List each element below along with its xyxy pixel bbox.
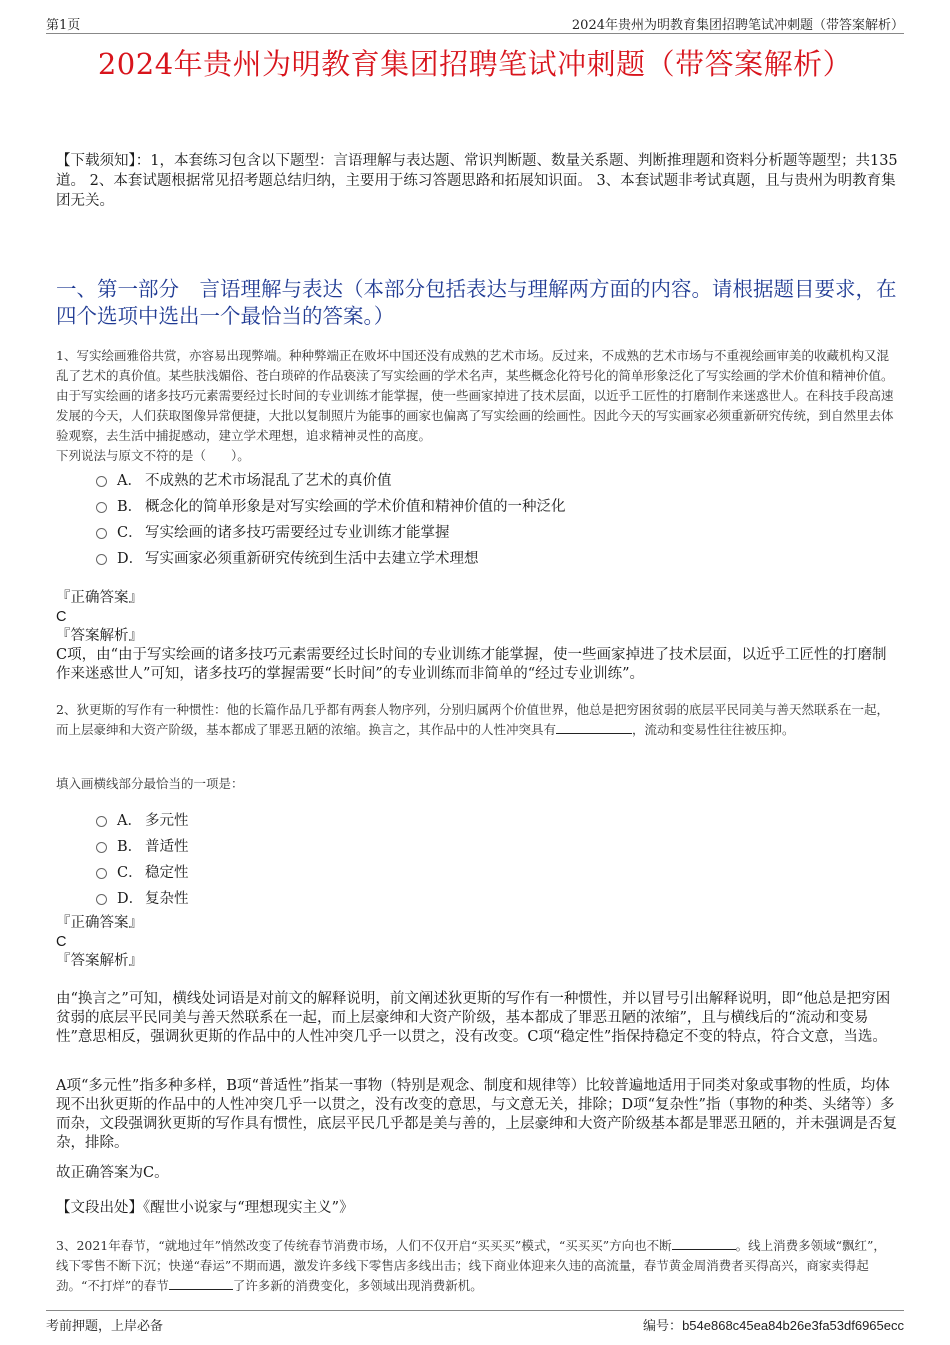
question-2-prompt: 填入画横线部分最恰当的一项是： [56,776,244,791]
question-1-options [96,466,896,570]
answer-value: C [56,609,67,625]
option-text: 不成熟的艺术市场混乱了艺术的真价值 [145,472,392,489]
radio-icon[interactable] [96,554,107,565]
option-text: 多元性 [145,812,189,829]
question-2-analysis-p2: A项“多元性”指多种多样，B项“普适性”指某一事物（特别是观念、制度和规律等）比较普遍地适用于同类对象或事物的性质，均体现不出狄更斯的作品中的人性冲突几乎一以贯之，没有改变的意思，与文意无关，排除；D项“复杂性”指（事物的种类、头绪等）多而杂，文段强调狄更斯的写作具有惯性，底层平民几乎都是美与善的，上层豪绅和大资产阶级基本都是罪恶丑陋的，并未强调是否复杂，排除。 [56,1078,897,1151]
question-2-source: 【文段出处】《醒世小说家与“理想现实主义”》 [56,1200,354,1216]
option-letter: A． [117,812,142,829]
question-2-options [96,806,896,910]
answer-value: C [56,934,67,950]
option-b[interactable] [96,492,896,518]
analysis-text: C项，由“由于写实绘画的诸多技巧元素需要经过长时间的专业训练才能掌握，使一些画家掉进了技术层面，以近乎工匠性的打磨制作来迷惑世人”可知，诸多技巧的掌握需要“长时间”的专业训练而非简单的“经过专业训练”。 [56,647,887,682]
question-2-text-b: ，流动和变易性往往被压抑。 [632,722,795,737]
option-text: 写实画家必须重新研究传统到生活中去建立学术理想 [145,550,479,567]
option-a[interactable] [96,466,896,492]
question-3-text-c: 了许多新的消费变化，多领域出现消费新机。 [232,1278,483,1293]
question-2-text-a: 2、狄更斯的写作有一种惯性：他的长篇作品几乎都有两套人物序列，分别归属两个价值世界，他总是把穷困贫弱的底层平民同美与善天然联系在一起，而上层豪绅和大资产阶级，基本都成了罪恶丑陋的浓缩。换言之，其作品中的人性冲突具有 [56,702,889,737]
footer-divider [46,1310,904,1311]
option-text: 概念化的简单形象是对写实绘画的学术价值和精神价值的一种泛化 [145,498,566,515]
question-2-analysis-p1: 由“换言之”可知，横线处词语是对前文的解释说明，前文阐述狄更斯的写作有一种惯性，并以冒号引出解释说明，即“他总是把穷困贫弱的底层平民同美与善天然联系在一起，而上层豪绅和大资产阶级，基本都成了罪恶丑陋的浓缩”，且与横线后的“流动和变易性”意思相反，强调狄更斯的作品中的人性冲突几乎一以贯之，没有改变。C项“稳定性”指保持稳定不变的特点，符合文意，当选。 [56,991,891,1045]
question-3-stem [56,1236,898,1296]
question-2-answer-block [56,914,898,971]
footer-code-value: b54e868c45ea84b26e3fa53df6965ecc [682,1318,904,1333]
header-doc-title: 2024年贵州为明教育集团招聘笔试冲刺题（带答案解析） [571,18,904,33]
option-b[interactable] [96,832,896,858]
question-1-answer-block [56,589,898,684]
radio-icon[interactable] [96,816,107,827]
footer-code [643,1315,904,1334]
fill-blank [556,721,632,734]
fill-blank [672,1237,736,1250]
page-number: 第1页 [46,18,81,33]
option-text: 稳定性 [145,864,189,881]
option-text: 写实绘画的诸多技巧需要经过专业训练才能掌握 [145,524,450,541]
radio-icon[interactable] [96,476,107,487]
radio-icon[interactable] [96,502,107,513]
footer-code-label: 编号： [643,1319,683,1334]
question-2-conclusion: 故正确答案为C。 [56,1165,169,1181]
option-letter: A． [117,472,142,489]
fill-blank [169,1277,233,1290]
option-letter: B． [117,838,143,855]
question-1-text: 1、写实绘画雅俗共赏，亦容易出现弊端。种种弊端正在败坏中国还没有成熟的艺术市场。反过来，不成熟的艺术市场与不重视绘画审美的收藏机构又混乱了艺术的真价值。某些肤浅媚俗、苍白琐碎的作品亵渎了写实绘画的学术名声，某些概念化符号化的简单形象泛化了写实绘画的学术价值和精神价值。由于写实绘画的诸多技巧元素需要经过长时间的专业训练才能掌握，使一些画家掉进了技术层面，以近乎工匠性的打磨制作来迷惑世人。在科技手段高速发展的今天，人们获取图像异常便捷，大批以复制照片为能事的画家也偏离了写实绘画的绘画性。因此今天的写实画家必须重新研究传统，到自然里去体验观察，去生活中捕捉感动，建立学术理想，追求精神灵性的高度。 [56,348,894,443]
radio-icon[interactable] [96,894,107,905]
option-letter: C． [117,864,143,881]
document-title: 2024年贵州为明教育集团招聘笔试冲刺题（带答案解析） [97,47,853,81]
header-divider [46,33,904,34]
analysis-label: 『答案解析』 [56,628,143,644]
option-letter: D． [117,890,144,907]
section-heading: 一、第一部分 言语理解与表达（本部分包括表达与理解两方面的内容。请根据题目要求，在四个选项中选出一个最恰当的答案。） [56,277,897,328]
question-1-prompt: 下列说法与原文不符的是（ ）。 [56,448,250,463]
radio-icon[interactable] [96,842,107,853]
download-notice: 【下载须知】：1，本套练习包含以下题型：言语理解与表达题、常识判断题、数量关系题、判断推理题和资料分析题等题型；共135道。 2、本套试题根据常见招考题总结归纳，主要用于练习答题思路和拓展知识面。 3、本套试题非考试真题，且与贵州为明教育集团无关。 [56,153,898,209]
radio-icon[interactable] [96,868,107,879]
option-c[interactable] [96,858,896,884]
option-letter: C． [117,524,143,541]
option-d[interactable] [96,544,896,570]
option-a[interactable] [96,806,896,832]
question-1-stem [56,346,898,466]
answer-label: 『正确答案』 [56,590,143,606]
footer-slogan: 考前押题，上岸必备 [46,1319,164,1334]
question-2-stem [56,700,898,740]
analysis-label: 『答案解析』 [56,953,143,969]
option-text: 普适性 [145,838,189,855]
question-3-text-b: 。线上消费多领域“飘红”，线下零售不断下沉；快递“春运”不期而遇，激发许多线下零售店多线出击；线下商业体迎来久违的高流量，春节黄金周消费者买得高兴，商家卖得起劲。“不打烊”的春节 [56,1238,886,1293]
radio-icon[interactable] [96,528,107,539]
option-letter: D． [117,550,144,567]
answer-label: 『正确答案』 [56,915,143,931]
option-d[interactable] [96,884,896,910]
question-3-text-a: 3、2021年春节，“就地过年”悄然改变了传统春节消费市场，人们不仅开启“买买买”模式，“买买买”方向也不断 [56,1238,672,1253]
option-letter: B． [117,498,143,515]
option-c[interactable] [96,518,896,544]
option-text: 复杂性 [145,890,189,907]
